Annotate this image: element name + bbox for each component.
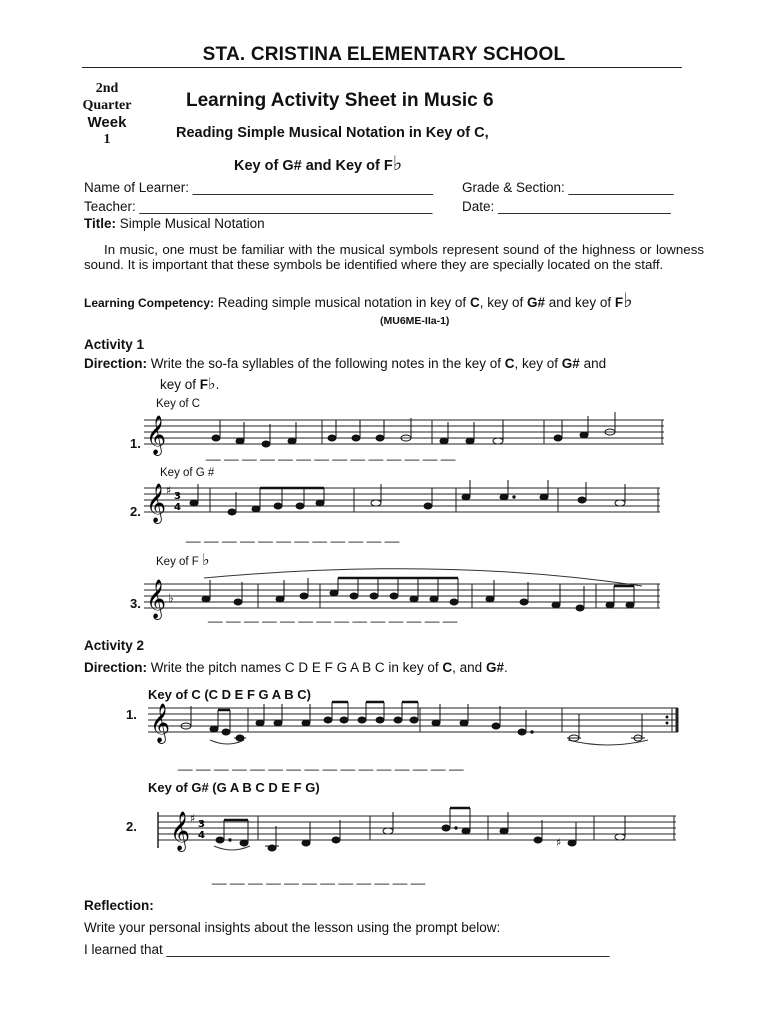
grade-field[interactable]: Grade & Section: ______________ (462, 180, 674, 195)
title-value: Simple Musical Notation (119, 216, 265, 231)
act2-staff-2-number: 2. (126, 819, 137, 834)
act2-key-g-label: Key of G# (G A B C D E F G) (148, 780, 320, 795)
title-line (84, 216, 265, 231)
key-of-g-label: Key of G # (160, 467, 215, 479)
direction-2-c: C (442, 660, 453, 675)
act2-staff-1-number: 1. (126, 707, 137, 722)
staff-key-g (144, 478, 668, 528)
sheet-subtitle-1: Reading Simple Musical Notation in Key of C, (176, 125, 489, 141)
direction-2-text-b: , and (452, 660, 483, 675)
competency-label: Learning Competency: (84, 296, 215, 310)
activity-1-direction (84, 356, 606, 371)
direction-text-c: and (583, 356, 607, 371)
sheet-title: Learning Activity Sheet in Music 6 (186, 90, 494, 111)
treble-clef-icon-5: 𝄞 (170, 811, 191, 851)
direction-flat-icon: ♭ (208, 374, 216, 393)
direction-2-label: Direction: (84, 660, 148, 675)
direction-c: C (504, 356, 515, 371)
treble-clef-icon: 𝄞 (146, 415, 167, 455)
competency-text-b: , key of (479, 295, 524, 310)
reflection-prompt: Write your personal insights about the lesson using the prompt below: (84, 920, 501, 935)
sharp-icon: ♯ (166, 484, 172, 497)
act2-key-c-label: Key of C (C D E F G A B C) (148, 687, 311, 702)
staff-1-blanks[interactable]: __ __ __ __ __ __ __ __ __ __ __ __ __ __ (206, 446, 456, 461)
teacher-field[interactable]: Teacher: _______________________________________ (84, 199, 433, 214)
competency-code: (MU6ME-IIa-1) (380, 315, 450, 327)
act2-staff-key-g (158, 804, 678, 856)
treble-clef-icon-3: 𝄞 (146, 579, 167, 619)
learner-field[interactable]: Name of Learner: ________________________________ (84, 180, 434, 195)
treble-clef-icon-4: 𝄞 (150, 703, 171, 743)
direction-label: Direction: (84, 356, 148, 371)
reflection-answer-line[interactable]: I learned that ___________________________________________________________ (84, 942, 610, 957)
flat-symbol-icon: ♭ (392, 151, 403, 175)
sharp-icon-2: ♯ (190, 812, 196, 825)
activity-2-direction: Direction: Write the pitch names C D E F G A B C in key of C, and G#. (84, 660, 508, 675)
quarter-number: 2nd (95, 81, 119, 96)
direction-f: F (199, 377, 209, 392)
key-of-f-text: Key of F (156, 556, 199, 568)
time-sig-3: 3 (174, 491, 181, 502)
svg-text:♯: ♯ (556, 836, 562, 849)
treble-clef-icon-2: 𝄞 (146, 483, 167, 523)
title-label: Title: (84, 216, 117, 231)
subtitle-2-text: Key of G# and Key of F (234, 158, 393, 174)
header-divider (82, 67, 682, 68)
week-number: 1 (103, 132, 111, 147)
key-of-c-label: Key of C (156, 398, 201, 410)
direction-text-b: , key of (514, 356, 559, 371)
quarter-word: Quarter (82, 98, 132, 113)
week-word: Week (87, 114, 127, 131)
key-of-f-label (156, 550, 210, 569)
activity-1-direction-2: key of F♭. (160, 374, 220, 393)
intro-paragraph: In music, one must be familiar with the musical symbols represent sound of the highness or lowness sound. It is important that these symbols be identified where they are specially located on the staff. (84, 242, 704, 272)
reflection-heading: Reflection: (84, 898, 154, 913)
flat-key-icon: ♭ (168, 591, 174, 605)
school-name: STA. CRISTINA ELEMENTARY SCHOOL (202, 44, 566, 65)
direction-2-text-a: Write the pitch names C D E F G A B C in key of (150, 660, 439, 675)
competency-c: C (469, 295, 480, 310)
direction-2-g: G# (485, 660, 504, 675)
competency-text-c: and key of (548, 295, 612, 310)
direction-text-d: key of (160, 377, 197, 392)
direction-text-a: Write the so-fa syllables of the following notes in the key of (150, 356, 501, 371)
act2-staff-1-blanks[interactable]: __ __ __ __ __ __ __ __ __ __ __ __ __ __ __ __ (178, 756, 464, 771)
activity-2-heading: Activity 2 (84, 638, 145, 653)
staff-2-number: 2. (130, 504, 141, 519)
staff-1-number: 1. (130, 436, 141, 451)
staff-2-blanks[interactable]: __ __ __ __ __ __ __ __ __ __ __ __ (186, 528, 400, 543)
time-sig-4b: 4 (198, 830, 205, 841)
competency-line (84, 288, 633, 312)
act2-staff-2-blanks[interactable]: __ __ __ __ __ __ __ __ __ __ __ __ (212, 870, 426, 885)
act2-staff-key-c (148, 696, 684, 748)
competency-text-a: Reading simple musical notation in key of (217, 295, 467, 310)
activity-1-heading: Activity 1 (84, 337, 145, 352)
competency-g: G# (527, 295, 546, 310)
sheet-subtitle-2 (234, 151, 402, 175)
competency-f: F (614, 295, 624, 310)
time-sig-3b: 3 (198, 819, 205, 830)
key-f-flat-icon: ♭ (202, 550, 210, 569)
date-field[interactable]: Date: _______________________ (462, 199, 671, 214)
direction-g: G# (561, 356, 580, 371)
time-sig-4: 4 (174, 502, 181, 513)
staff-3-number: 3. (130, 596, 141, 611)
quarter-block (62, 80, 152, 148)
competency-flat-icon: ♭ (623, 288, 633, 312)
staff-3-blanks[interactable]: __ __ __ __ __ __ __ __ __ __ __ __ __ __ (208, 608, 458, 623)
